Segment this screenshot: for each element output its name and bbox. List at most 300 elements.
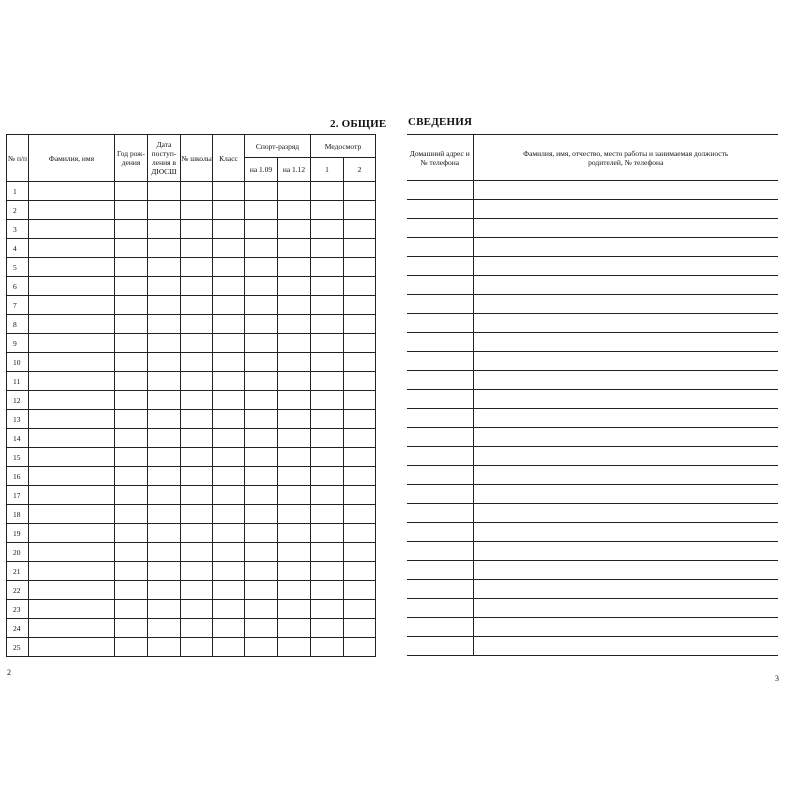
table-cell xyxy=(245,448,278,467)
table-cell xyxy=(29,258,115,277)
address-cell xyxy=(407,219,473,238)
table-cell xyxy=(278,182,311,201)
row-number: 3 xyxy=(7,220,29,239)
parents-cell xyxy=(473,485,778,504)
table-cell xyxy=(148,448,181,467)
table-cell xyxy=(148,277,181,296)
table-cell xyxy=(311,505,344,524)
table-cell xyxy=(29,182,115,201)
address-cell xyxy=(407,314,473,333)
table-cell xyxy=(148,239,181,258)
table-cell xyxy=(311,277,344,296)
address-cell xyxy=(407,371,473,390)
table-cell xyxy=(344,429,376,448)
table-cell xyxy=(181,258,213,277)
table-cell xyxy=(148,600,181,619)
table-cell xyxy=(213,505,245,524)
table-cell xyxy=(181,543,213,562)
row-number: 25 xyxy=(7,638,29,657)
parents-cell xyxy=(473,637,778,656)
table-cell xyxy=(181,239,213,258)
table-cell xyxy=(181,524,213,543)
table-row xyxy=(7,600,376,619)
table-cell xyxy=(344,220,376,239)
table-row xyxy=(7,391,376,410)
table-row xyxy=(407,637,778,656)
table-cell xyxy=(278,486,311,505)
table-cell xyxy=(148,334,181,353)
table-cell xyxy=(278,600,311,619)
table-cell xyxy=(148,486,181,505)
table-cell xyxy=(213,296,245,315)
table-cell xyxy=(344,410,376,429)
table-cell xyxy=(213,638,245,657)
table-cell xyxy=(181,638,213,657)
table-cell xyxy=(115,182,148,201)
table-cell xyxy=(311,391,344,410)
row-number: 14 xyxy=(7,429,29,448)
address-cell xyxy=(407,200,473,219)
table-cell xyxy=(148,581,181,600)
right-page-title: СВЕДЕНИЯ xyxy=(408,116,473,128)
address-cell xyxy=(407,257,473,276)
table-cell xyxy=(29,410,115,429)
address-cell xyxy=(407,352,473,371)
table-cell xyxy=(245,353,278,372)
table-cell xyxy=(278,315,311,334)
parents-cell xyxy=(473,371,778,390)
table-cell xyxy=(148,429,181,448)
table-cell xyxy=(29,429,115,448)
table-cell xyxy=(148,353,181,372)
left-page-number: 2 xyxy=(7,668,11,677)
address-cell xyxy=(407,333,473,352)
row-number: 15 xyxy=(7,448,29,467)
table-cell xyxy=(213,220,245,239)
table-row xyxy=(7,543,376,562)
table-cell xyxy=(29,334,115,353)
row-number: 24 xyxy=(7,619,29,638)
row-number: 9 xyxy=(7,334,29,353)
table-cell xyxy=(115,201,148,220)
row-number: 13 xyxy=(7,410,29,429)
table-cell xyxy=(148,391,181,410)
table-cell xyxy=(278,391,311,410)
table-cell xyxy=(278,429,311,448)
table-cell xyxy=(278,619,311,638)
table-cell xyxy=(311,429,344,448)
table-cell xyxy=(115,239,148,258)
table-cell xyxy=(181,410,213,429)
table-cell xyxy=(213,429,245,448)
table-cell xyxy=(213,467,245,486)
table-cell xyxy=(29,581,115,600)
left-page-title: 2. ОБЩИЕ xyxy=(330,118,387,130)
table-cell xyxy=(29,353,115,372)
table-row xyxy=(407,276,778,295)
address-cell xyxy=(407,485,473,504)
address-cell xyxy=(407,504,473,523)
table-row xyxy=(407,466,778,485)
table-cell xyxy=(213,391,245,410)
row-number: 12 xyxy=(7,391,29,410)
table-cell xyxy=(148,315,181,334)
address-cell xyxy=(407,599,473,618)
table-cell xyxy=(29,505,115,524)
table-cell xyxy=(245,334,278,353)
table-cell xyxy=(344,600,376,619)
table-cell xyxy=(245,201,278,220)
table-row xyxy=(407,618,778,637)
row-number: 5 xyxy=(7,258,29,277)
row-number: 1 xyxy=(7,182,29,201)
header-num: № п/п xyxy=(7,135,29,182)
table-row xyxy=(7,486,376,505)
table-cell xyxy=(115,581,148,600)
header-sport-rank: Спорт-разряд xyxy=(245,135,311,158)
table-cell xyxy=(29,619,115,638)
header-name: Фамилия, имя xyxy=(29,135,115,182)
row-number: 17 xyxy=(7,486,29,505)
table-cell xyxy=(344,239,376,258)
table-row xyxy=(407,542,778,561)
table-cell xyxy=(148,220,181,239)
table-cell xyxy=(278,334,311,353)
parents-cell xyxy=(473,409,778,428)
address-cell xyxy=(407,561,473,580)
address-cell xyxy=(407,447,473,466)
row-number: 7 xyxy=(7,296,29,315)
table-row xyxy=(7,220,376,239)
table-cell xyxy=(245,391,278,410)
table-cell xyxy=(213,334,245,353)
table-row xyxy=(7,239,376,258)
table-cell xyxy=(278,524,311,543)
table-cell xyxy=(115,562,148,581)
table-cell xyxy=(29,391,115,410)
table-cell xyxy=(311,486,344,505)
table-cell xyxy=(115,334,148,353)
table-cell xyxy=(245,429,278,448)
table-cell xyxy=(181,581,213,600)
parents-cell xyxy=(473,352,778,371)
table-cell xyxy=(278,562,311,581)
table-cell xyxy=(115,543,148,562)
table-row xyxy=(7,467,376,486)
table-cell xyxy=(213,581,245,600)
parents-cell xyxy=(473,314,778,333)
table-cell xyxy=(181,182,213,201)
table-cell xyxy=(115,315,148,334)
table-cell xyxy=(311,581,344,600)
table-cell xyxy=(29,201,115,220)
table-row xyxy=(7,372,376,391)
table-row xyxy=(407,181,778,200)
table-cell xyxy=(115,258,148,277)
row-number: 2 xyxy=(7,201,29,220)
table-cell xyxy=(344,182,376,201)
table-cell xyxy=(181,334,213,353)
address-cell xyxy=(407,390,473,409)
address-cell xyxy=(407,523,473,542)
table-row xyxy=(407,504,778,523)
row-number: 16 xyxy=(7,467,29,486)
table-cell xyxy=(344,562,376,581)
table-cell xyxy=(213,182,245,201)
table-cell xyxy=(213,619,245,638)
table-cell xyxy=(311,296,344,315)
table-cell xyxy=(148,372,181,391)
table-cell xyxy=(344,315,376,334)
table-cell xyxy=(115,410,148,429)
parents-cell xyxy=(473,542,778,561)
address-cell xyxy=(407,295,473,314)
table-cell xyxy=(115,505,148,524)
row-number: 22 xyxy=(7,581,29,600)
address-cell xyxy=(407,181,473,200)
table-row xyxy=(407,390,778,409)
table-cell xyxy=(115,619,148,638)
table-cell xyxy=(344,581,376,600)
table-row xyxy=(407,599,778,618)
table-cell xyxy=(311,220,344,239)
table-row xyxy=(7,581,376,600)
table-cell xyxy=(115,600,148,619)
table-cell xyxy=(181,562,213,581)
table-cell xyxy=(213,562,245,581)
table-cell xyxy=(278,638,311,657)
table-cell xyxy=(245,600,278,619)
row-number: 6 xyxy=(7,277,29,296)
table-cell xyxy=(245,182,278,201)
table-cell xyxy=(213,353,245,372)
table-cell xyxy=(148,638,181,657)
address-cell xyxy=(407,238,473,257)
table-cell xyxy=(245,581,278,600)
parents-cell xyxy=(473,219,778,238)
row-number: 8 xyxy=(7,315,29,334)
table-cell xyxy=(245,258,278,277)
header-medical-2: 2 xyxy=(344,158,376,182)
header-sport-rank-112: на 1.12 xyxy=(278,158,311,182)
table-cell xyxy=(278,277,311,296)
table-cell xyxy=(245,619,278,638)
address-cell xyxy=(407,637,473,656)
table-cell xyxy=(213,201,245,220)
address-cell xyxy=(407,466,473,485)
table-row xyxy=(7,315,376,334)
table-row xyxy=(7,638,376,657)
parents-cell xyxy=(473,257,778,276)
header-birth-year: Год рож-дения xyxy=(115,135,148,182)
table-row xyxy=(407,447,778,466)
table-row xyxy=(7,524,376,543)
parents-cell xyxy=(473,599,778,618)
table-cell xyxy=(213,600,245,619)
parents-table xyxy=(407,134,778,656)
table-cell xyxy=(245,524,278,543)
header-address: Домашний адрес и № телефона xyxy=(407,135,473,181)
table-cell xyxy=(245,220,278,239)
header-grade: Класс xyxy=(213,135,245,182)
table-row xyxy=(407,295,778,314)
table-cell xyxy=(278,353,311,372)
table-cell xyxy=(115,277,148,296)
address-cell xyxy=(407,618,473,637)
table-row xyxy=(407,257,778,276)
table-cell xyxy=(148,524,181,543)
table-cell xyxy=(311,448,344,467)
table-cell xyxy=(115,372,148,391)
table-cell xyxy=(344,391,376,410)
row-number: 10 xyxy=(7,353,29,372)
table-row xyxy=(407,371,778,390)
students-table xyxy=(6,134,376,657)
parents-cell xyxy=(473,238,778,257)
table-cell xyxy=(148,296,181,315)
row-number: 19 xyxy=(7,524,29,543)
table-cell xyxy=(29,543,115,562)
table-cell xyxy=(213,543,245,562)
table-cell xyxy=(245,467,278,486)
row-number: 20 xyxy=(7,543,29,562)
table-cell xyxy=(115,448,148,467)
table-row xyxy=(7,258,376,277)
table-cell xyxy=(311,201,344,220)
table-cell xyxy=(181,391,213,410)
table-cell xyxy=(29,562,115,581)
header-school-no: № школы xyxy=(181,135,213,182)
table-row xyxy=(407,352,778,371)
table-cell xyxy=(213,448,245,467)
table-row xyxy=(407,219,778,238)
table-cell xyxy=(278,372,311,391)
table-cell xyxy=(278,258,311,277)
parents-cell xyxy=(473,276,778,295)
table-row xyxy=(7,201,376,220)
table-row xyxy=(7,353,376,372)
table-row xyxy=(407,580,778,599)
table-cell xyxy=(311,258,344,277)
table-row xyxy=(407,238,778,257)
table-cell xyxy=(115,296,148,315)
table-cell xyxy=(115,220,148,239)
table-cell xyxy=(115,429,148,448)
table-cell xyxy=(29,448,115,467)
table-cell xyxy=(245,638,278,657)
row-number: 23 xyxy=(7,600,29,619)
table-cell xyxy=(29,600,115,619)
table-row xyxy=(407,485,778,504)
table-cell xyxy=(311,315,344,334)
parents-cell xyxy=(473,618,778,637)
table-cell xyxy=(311,543,344,562)
table-cell xyxy=(278,296,311,315)
header-parents: Фамилия, имя, отчество, место работы и занимаемая должность родителей, № телефона xyxy=(473,135,778,181)
table-cell xyxy=(311,334,344,353)
table-cell xyxy=(29,220,115,239)
table-cell xyxy=(344,619,376,638)
table-cell xyxy=(115,467,148,486)
table-cell xyxy=(344,467,376,486)
table-cell xyxy=(181,220,213,239)
table-cell xyxy=(245,505,278,524)
parents-cell xyxy=(473,523,778,542)
table-cell xyxy=(344,201,376,220)
table-cell xyxy=(148,182,181,201)
table-cell xyxy=(245,296,278,315)
table-cell xyxy=(115,524,148,543)
header-medical: Медосмотр xyxy=(311,135,376,158)
table-cell xyxy=(245,315,278,334)
row-number: 21 xyxy=(7,562,29,581)
table-cell xyxy=(278,201,311,220)
table-cell xyxy=(311,239,344,258)
table-cell xyxy=(344,486,376,505)
table-cell xyxy=(29,296,115,315)
table-row xyxy=(7,562,376,581)
table-row xyxy=(7,410,376,429)
table-cell xyxy=(311,600,344,619)
parents-cell xyxy=(473,428,778,447)
table-cell xyxy=(311,410,344,429)
table-cell xyxy=(311,619,344,638)
table-cell xyxy=(148,410,181,429)
table-cell xyxy=(181,315,213,334)
table-cell xyxy=(181,429,213,448)
table-cell xyxy=(311,467,344,486)
table-cell xyxy=(278,410,311,429)
table-cell xyxy=(29,486,115,505)
table-row xyxy=(407,523,778,542)
table-cell xyxy=(29,524,115,543)
table-cell xyxy=(213,486,245,505)
table-cell xyxy=(344,448,376,467)
table-cell xyxy=(181,277,213,296)
address-cell xyxy=(407,428,473,447)
table-row xyxy=(7,448,376,467)
table-cell xyxy=(344,277,376,296)
table-cell xyxy=(344,296,376,315)
table-cell xyxy=(344,372,376,391)
table-cell xyxy=(213,410,245,429)
table-cell xyxy=(344,505,376,524)
table-cell xyxy=(115,353,148,372)
table-cell xyxy=(278,581,311,600)
table-cell xyxy=(278,220,311,239)
header-medical-1: 1 xyxy=(311,158,344,182)
table-cell xyxy=(245,372,278,391)
table-row xyxy=(407,333,778,352)
row-number: 11 xyxy=(7,372,29,391)
table-cell xyxy=(311,638,344,657)
table-cell xyxy=(344,334,376,353)
table-cell xyxy=(213,315,245,334)
address-cell xyxy=(407,409,473,428)
table-cell xyxy=(181,619,213,638)
table-cell xyxy=(181,296,213,315)
table-cell xyxy=(181,467,213,486)
table-cell xyxy=(278,505,311,524)
parents-cell xyxy=(473,295,778,314)
table-cell xyxy=(245,410,278,429)
table-cell xyxy=(278,543,311,562)
table-cell xyxy=(344,258,376,277)
header-sport-rank-109: на 1.09 xyxy=(245,158,278,182)
table-row xyxy=(407,409,778,428)
table-cell xyxy=(245,277,278,296)
table-cell xyxy=(115,486,148,505)
